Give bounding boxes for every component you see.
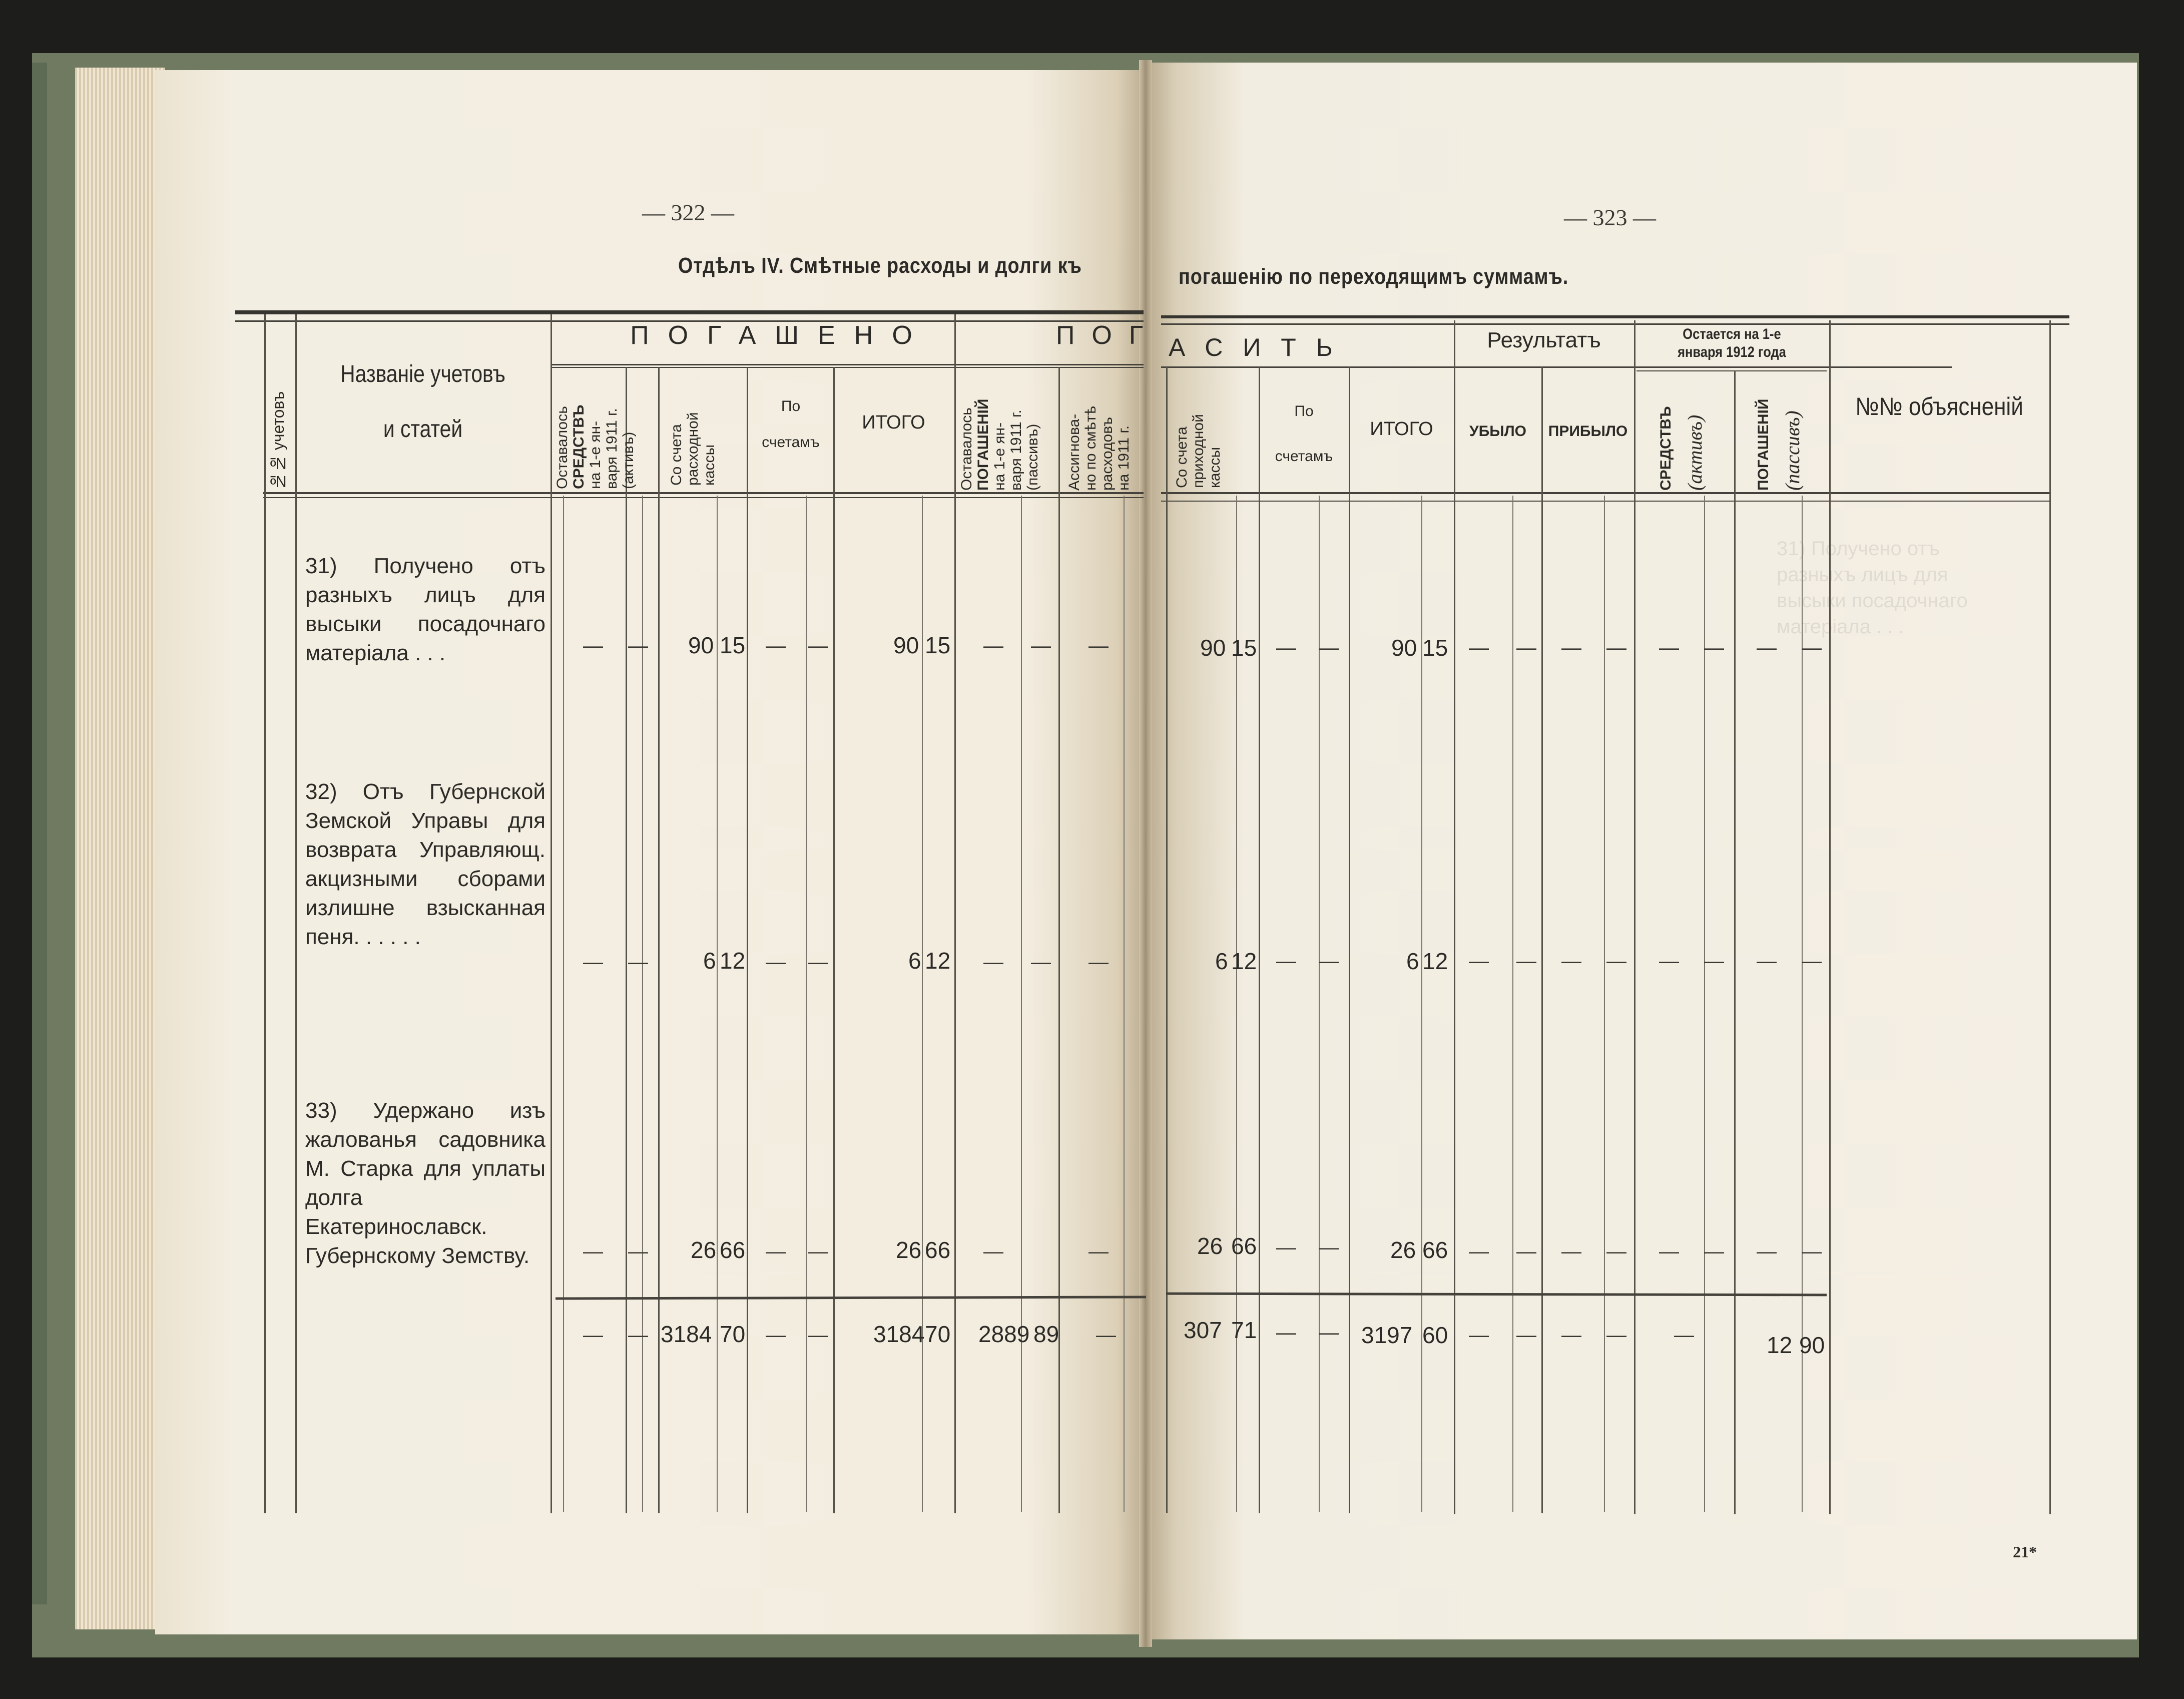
dash: — xyxy=(1757,950,1777,972)
dash: — xyxy=(1606,1324,1626,1346)
dash: — xyxy=(1757,637,1777,659)
dash: — xyxy=(983,1240,1003,1262)
h: приходной xyxy=(1190,414,1207,488)
dash: — xyxy=(1469,1240,1489,1262)
r-total-itogo: 3197 xyxy=(1361,1322,1413,1348)
dash: — xyxy=(583,1240,603,1262)
vline xyxy=(1541,367,1543,1513)
header-bottom-rule-right xyxy=(1161,492,2049,494)
entry-33: 33) Удержано изъ жалованья садовника М. Старка для уплаты долга Екатеринославск. Губернскому Земству. xyxy=(305,1098,545,1268)
total-itogo: 3184 xyxy=(873,1321,925,1347)
h: (пассивъ) xyxy=(1024,423,1041,491)
dash: — xyxy=(628,951,648,973)
h: Ассигнова- xyxy=(1066,413,1082,491)
col-header-so-scheta-rashodnoy xyxy=(668,380,718,486)
row32-so-scheta-c: 12 xyxy=(720,948,746,974)
h: на 1911 г. xyxy=(1116,425,1132,491)
h: варя 1911 г. xyxy=(604,408,620,489)
vline xyxy=(2049,320,2051,1514)
vline xyxy=(1349,367,1350,1513)
r-row33-itogo: 26 xyxy=(1390,1237,1416,1263)
vline-thin xyxy=(806,496,807,1512)
dash: — xyxy=(1606,1240,1626,1262)
dash: — xyxy=(1276,1236,1296,1258)
dash: — xyxy=(1088,951,1109,973)
page-stack-edge xyxy=(75,68,165,1629)
dash: — xyxy=(766,1240,786,1262)
row31-itogo-c: 15 xyxy=(925,632,951,658)
row33-so-scheta: 26 xyxy=(691,1237,717,1263)
r-total-pogasheniy: 12 xyxy=(1767,1332,1793,1358)
total-so-scheta-c: 70 xyxy=(720,1321,746,1347)
r-row33-so-scheta-c: 66 xyxy=(1231,1233,1257,1259)
h: Оставалось xyxy=(958,407,975,491)
total-itogo-c: 70 xyxy=(925,1321,951,1347)
dash: — xyxy=(1516,1240,1536,1262)
header-bottom-rule-left-2 xyxy=(263,497,1144,498)
vline-thin xyxy=(717,496,718,1512)
dash: — xyxy=(1704,1240,1724,1262)
dash: — xyxy=(1276,950,1296,972)
dash: — xyxy=(1276,1322,1296,1344)
vline xyxy=(295,314,297,1513)
vline-thin xyxy=(922,496,923,1512)
subheader-rule-ostaetsya xyxy=(1636,370,1827,371)
r-row32-so-scheta: 6 xyxy=(1215,948,1228,974)
dash: — xyxy=(983,635,1003,657)
dash: — xyxy=(766,1324,786,1346)
h: кассы xyxy=(701,444,718,486)
dash: — xyxy=(1802,637,1822,659)
vline xyxy=(1166,367,1168,1513)
dash: — xyxy=(983,951,1003,973)
dash: — xyxy=(1674,1324,1694,1346)
r-total-so-scheta: 307 xyxy=(1184,1317,1222,1343)
dash: — xyxy=(1561,1240,1581,1262)
dash: — xyxy=(1469,950,1489,972)
r-row31-so-scheta-c: 15 xyxy=(1231,635,1257,661)
group-header-rezultat: Результатъ xyxy=(1487,328,1601,352)
dash: — xyxy=(1659,637,1679,659)
dash: — xyxy=(808,1240,828,1262)
dash: — xyxy=(1516,637,1536,659)
ghost-entry: 31) Получено отъ разныхъ лицъ для высыки посадочнаго матеріала . . . xyxy=(1777,538,1968,638)
vline xyxy=(1454,320,1455,1514)
col-header-so-scheta-prihodnoy xyxy=(1174,380,1223,488)
r-row32-itogo: 6 xyxy=(1406,948,1419,974)
row33-itogo-c: 66 xyxy=(925,1237,951,1263)
vline xyxy=(833,367,835,1513)
vline-thin xyxy=(1512,496,1513,1512)
h: (пассивъ) xyxy=(1781,410,1804,491)
h: СРЕДСТВЪ xyxy=(571,404,587,489)
col-header-ostavalos-sredstv xyxy=(554,373,637,489)
dash: — xyxy=(1561,950,1581,972)
dash: — xyxy=(583,635,603,657)
row32-so-scheta: 6 xyxy=(703,948,716,974)
row31-so-scheta: 90 xyxy=(688,632,714,658)
dash: — xyxy=(808,1324,828,1346)
h: Оставалось xyxy=(554,406,571,489)
dash: — xyxy=(628,1324,648,1346)
table-top-rule-left xyxy=(235,310,1144,314)
dash: — xyxy=(583,951,603,973)
col-header-ubylo: УБЫЛО xyxy=(1469,423,1526,440)
col-header-itogo-right: ИТОГО xyxy=(1370,418,1433,440)
table-top-rule-right-thin xyxy=(1161,323,2069,325)
dash: — xyxy=(1096,1324,1116,1346)
group-header-asit: АСИТЬ xyxy=(1169,333,1353,361)
col-header-name-line1: Названіе учетовъ xyxy=(340,361,505,387)
h: По xyxy=(1294,403,1314,419)
vline-thin xyxy=(1604,496,1605,1512)
dash: — xyxy=(1606,637,1626,659)
vline xyxy=(264,314,266,1513)
dash: — xyxy=(1319,1236,1339,1258)
header-bottom-rule-right-2 xyxy=(1161,501,2049,502)
r-row32-so-scheta-c: 12 xyxy=(1231,948,1257,974)
vline xyxy=(551,314,552,1513)
vline xyxy=(747,367,748,1513)
r-total-pogasheniy-c: 90 xyxy=(1799,1332,1825,1358)
entry-31: 31) Получено отъ разныхъ лицъ для высыки посадочнаго матеріала . . . xyxy=(305,554,545,665)
group-header-ostaetsya xyxy=(1650,325,1814,361)
dash: — xyxy=(1031,635,1051,657)
dash: — xyxy=(1561,637,1581,659)
row33-itogo: 26 xyxy=(896,1237,922,1263)
vline xyxy=(658,367,660,1513)
r-row33-so-scheta: 26 xyxy=(1197,1233,1223,1259)
h: СРЕДСТВЪ xyxy=(1658,406,1674,491)
r-total-so-scheta-c: 71 xyxy=(1231,1317,1257,1343)
h: счетамъ xyxy=(1275,448,1333,465)
col-header-itogo: ИТОГО xyxy=(862,412,925,433)
dash: — xyxy=(808,635,828,657)
page-number-left: — 322 — xyxy=(642,200,734,225)
h: Со счета xyxy=(668,424,685,486)
h: ПОГАШЕНІЙ xyxy=(975,398,991,491)
vline xyxy=(1734,370,1736,1514)
dash: — xyxy=(1516,1324,1536,1346)
h: кассы xyxy=(1207,447,1223,488)
left-page xyxy=(155,70,1146,1634)
group-header-pog: ПОГ xyxy=(1056,321,1160,350)
dash: — xyxy=(808,951,828,973)
header-right: погашенію по переходящимъ суммамъ. xyxy=(1179,264,1569,289)
dash: — xyxy=(766,635,786,657)
h: По xyxy=(781,398,801,414)
r-row31-itogo-c: 15 xyxy=(1422,635,1448,661)
h: расходной xyxy=(685,412,701,486)
dash: — xyxy=(1606,950,1626,972)
col-header-po-schetam-right xyxy=(1260,400,1348,468)
vline-thin xyxy=(1021,496,1022,1512)
r-total-itogo-c: 60 xyxy=(1422,1322,1448,1348)
h: варя 1911 г. xyxy=(1008,409,1024,491)
dash: — xyxy=(628,635,648,657)
col-header-name-line2: и статей xyxy=(383,416,463,443)
col-header-po-schetam xyxy=(748,395,833,454)
dash: — xyxy=(1757,1240,1777,1262)
dash: — xyxy=(1319,950,1339,972)
h: (активъ) xyxy=(620,432,637,489)
r-row33-itogo-c: 66 xyxy=(1422,1237,1448,1263)
col-header-assignovano xyxy=(1066,370,1132,491)
dash: — xyxy=(1704,950,1724,972)
dash: — xyxy=(1031,951,1051,973)
total-ostavalos-pog-c: 89 xyxy=(1033,1321,1059,1347)
header-bottom-rule-left xyxy=(263,492,1144,494)
dash: — xyxy=(1319,1322,1339,1344)
header-left: Отдѣлъ IV. Смѣтные расходы и долги къ xyxy=(678,253,1082,278)
h: расходовъ xyxy=(1099,417,1116,491)
signature-mark: 21* xyxy=(2013,1543,2037,1561)
vline xyxy=(1634,320,1635,1514)
r-row31-so-scheta: 90 xyxy=(1200,635,1226,661)
dash: — xyxy=(1319,637,1339,659)
dash: — xyxy=(1561,1324,1581,1346)
h: но по смѣтѣ xyxy=(1082,406,1099,491)
dash: — xyxy=(1276,637,1296,659)
row31-itogo: 90 xyxy=(893,632,919,658)
subheader-rule-right xyxy=(1161,366,1952,368)
r-row31-itogo: 90 xyxy=(1391,635,1417,661)
vline xyxy=(954,314,956,1513)
group-header-pogasheno: ПОГАШЕНО xyxy=(630,321,931,350)
col-header-sredstv xyxy=(1652,383,1710,491)
dash: — xyxy=(1516,950,1536,972)
h: ПОГАШЕНІЙ xyxy=(1755,398,1772,491)
col-header-pogasheniy xyxy=(1749,383,1807,491)
h: на 1-е ян- xyxy=(587,420,604,489)
dash: — xyxy=(1088,635,1109,657)
h: счетамъ xyxy=(762,434,820,451)
vline xyxy=(1259,367,1260,1513)
show-through-text xyxy=(1777,536,2017,640)
dash: — xyxy=(1802,1240,1822,1262)
dash: — xyxy=(628,1240,648,1262)
r-row32-itogo-c: 12 xyxy=(1422,948,1448,974)
row32-itogo-c: 12 xyxy=(925,948,951,974)
vline-thin xyxy=(1124,496,1125,1512)
dash: — xyxy=(766,951,786,973)
dash: — xyxy=(1659,950,1679,972)
h: Со счета xyxy=(1174,427,1190,488)
table-top-rule-right xyxy=(1161,315,2069,318)
vline-thin xyxy=(563,496,564,1512)
page-number-right: — 323 — xyxy=(1564,205,1656,230)
h: (активъ) xyxy=(1684,414,1706,491)
dash: — xyxy=(1802,950,1822,972)
dash: — xyxy=(1659,1240,1679,1262)
cover-edge xyxy=(32,63,47,1604)
entry-32: 32) Отъ Губернской Земской Управы для возврата Управляющ. акцизными сборами излишне взысканная пеня. . . . . . xyxy=(305,779,545,949)
subheader-rule-left xyxy=(551,364,1144,365)
total-ostavalos-pog: 2889 xyxy=(978,1321,1030,1347)
row33-so-scheta-c: 66 xyxy=(720,1237,746,1263)
total-so-scheta: 3184 xyxy=(661,1321,712,1347)
dash: — xyxy=(1469,1324,1489,1346)
row32-itogo: 6 xyxy=(908,948,921,974)
col-header-name xyxy=(319,360,527,444)
book-gutter xyxy=(1139,60,1152,1647)
h: января 1912 года xyxy=(1678,344,1786,360)
subheader-rule-left-2 xyxy=(551,367,1144,368)
col-header-num: №№ учетовъ xyxy=(269,391,287,491)
h: на 1-е ян- xyxy=(991,422,1008,491)
col-header-pribylo: ПРИБЫЛО xyxy=(1548,423,1628,440)
row31-so-scheta-c: 15 xyxy=(720,632,746,658)
dash: — xyxy=(1704,637,1724,659)
vline xyxy=(626,367,627,1513)
vline xyxy=(1829,320,1831,1514)
dash: — xyxy=(1469,637,1489,659)
col-header-obyasneniy: №№ объясненій xyxy=(1855,392,2023,420)
right-page xyxy=(1146,63,2137,1639)
h: Остается на 1-е xyxy=(1683,326,1781,342)
col-header-ostavalos-pogasheniy xyxy=(958,370,1041,491)
dash: — xyxy=(1088,1240,1109,1262)
dash: — xyxy=(583,1324,603,1346)
